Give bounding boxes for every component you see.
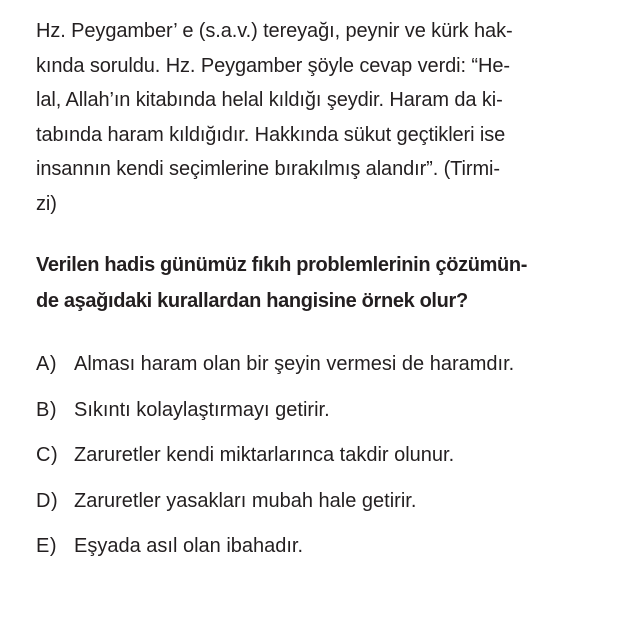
passage-line: zi) bbox=[36, 192, 57, 215]
answer-options bbox=[36, 351, 596, 579]
question-page bbox=[36, 14, 596, 579]
question-stem bbox=[36, 247, 596, 319]
passage-line: kında soruldu. Hz. Peygamber şöyle cevap verdi: “He- bbox=[36, 54, 510, 77]
passage-line: insannın kendi seçimlerine bırakılmış alandır”. (Tirmi- bbox=[36, 158, 500, 180]
option-text: Zaruretler kendi miktarlarınca takdir olunur. bbox=[74, 444, 455, 467]
option-text: Alması haram olan bir şeyin vermesi de haramdır. bbox=[74, 353, 515, 375]
option-text: Sıkıntı kolaylaştırmayı getirir. bbox=[74, 398, 330, 421]
hadith-passage bbox=[36, 14, 596, 221]
option-letter: C) bbox=[36, 444, 59, 467]
option-letter: E) bbox=[36, 535, 57, 558]
option-letter: D) bbox=[36, 489, 59, 512]
question-line: Verilen hadis günümüz fıkıh problemlerinin çözümün- bbox=[36, 254, 528, 276]
option-d[interactable] bbox=[36, 488, 596, 534]
option-letter: B) bbox=[36, 398, 57, 421]
option-text: Eşyada asıl olan ibahadır. bbox=[74, 535, 304, 558]
question-line: de aşağıdaki kurallardan hangisine örnek olur? bbox=[36, 290, 468, 312]
option-letter: A) bbox=[36, 353, 57, 375]
option-e[interactable] bbox=[36, 533, 596, 579]
passage-line: lal, Allah’ın kitabında helal kıldığı şeydir. Haram da ki- bbox=[36, 89, 503, 111]
passage-line: Hz. Peygamber’ e (s.a.v.) tereyağı, peynir ve kürk hak- bbox=[36, 20, 513, 42]
option-text: Zaruretler yasakları mubah hale getirir. bbox=[74, 489, 417, 512]
passage-line: tabında haram kıldığıdır. Hakkında sükut geçtikleri ise bbox=[36, 123, 506, 146]
option-c[interactable] bbox=[36, 442, 596, 488]
option-a[interactable] bbox=[36, 351, 596, 397]
option-b[interactable] bbox=[36, 397, 596, 443]
